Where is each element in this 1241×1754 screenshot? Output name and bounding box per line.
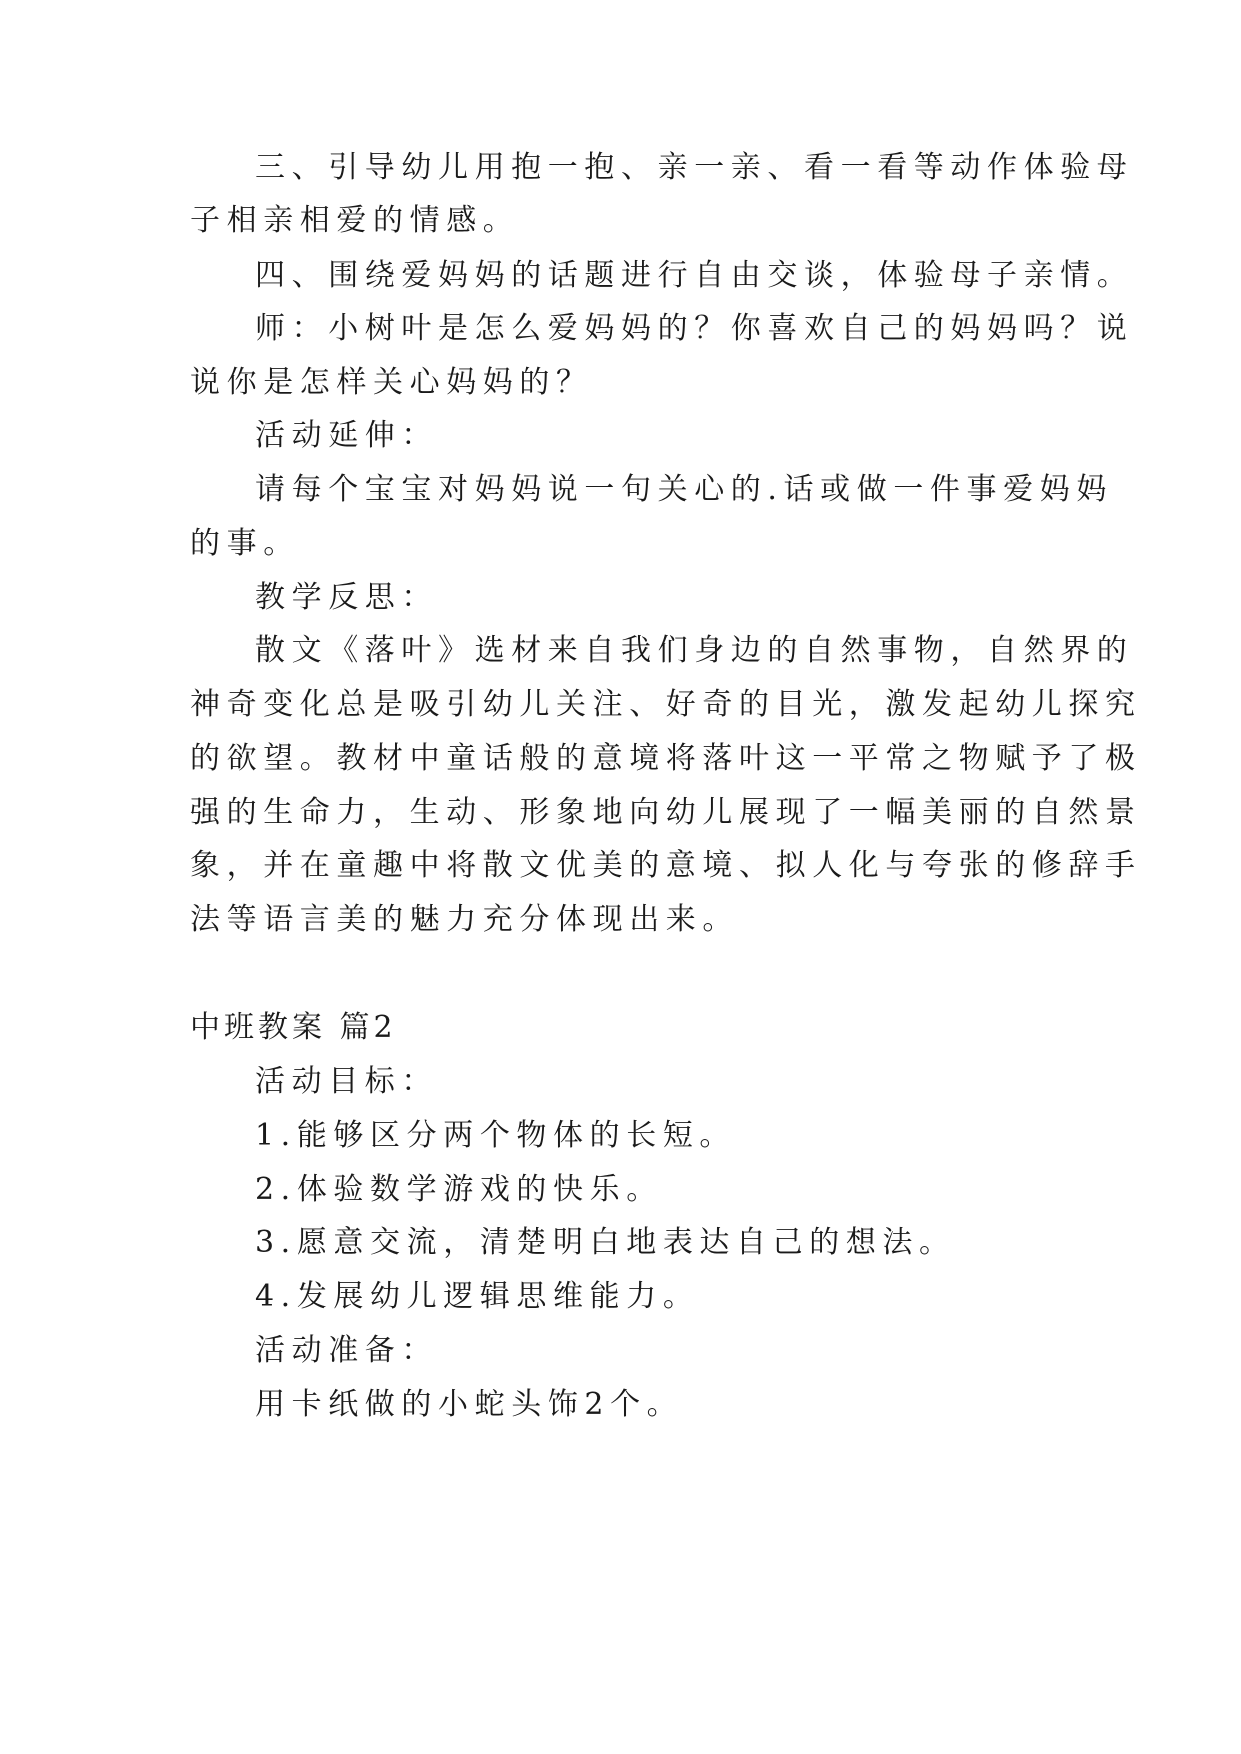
reflection-line1: 散文《落叶》选材来自我们身边的自然事物，自然界的 — [255, 633, 1134, 668]
paragraph-teacher-line1: 师：小树叶是怎么爱妈妈的？你喜欢自己的妈妈吗？说 — [255, 311, 1134, 346]
goal-item-1: 1.能够区分两个物体的长短。 — [255, 1118, 737, 1153]
extension-line1: 请每个宝宝对妈妈说一句关心的.话或做一件事爱妈妈 — [255, 472, 1113, 507]
goal-item-3: 3.愿意交流，清楚明白地表达自己的想法。 — [255, 1225, 956, 1260]
reflection-line6: 法等语言美的魅力充分体现出来。 — [190, 902, 739, 937]
prep-title: 活动准备： — [255, 1333, 438, 1368]
paragraph-teacher-line2: 说你是怎样关心妈妈的？ — [190, 365, 593, 400]
extension-title: 活动延伸： — [255, 418, 438, 453]
goal-item-4: 4.发展幼儿逻辑思维能力。 — [255, 1279, 700, 1314]
paragraph-step3-line1: 三、引导幼儿用抱一抱、亲一亲、看一看等动作体验母 — [255, 150, 1134, 185]
reflection-line3: 的欲望。教材中童话般的意境将落叶这一平常之物赋予了极 — [190, 741, 1142, 776]
prep-item: 用卡纸做的小蛇头饰2个。 — [255, 1387, 684, 1422]
reflection-line2: 神奇变化总是吸引幼儿关注、好奇的目光，激发起幼儿探究 — [190, 687, 1142, 722]
paragraph-step3-line2: 子相亲相爱的情感。 — [190, 203, 520, 238]
reflection-line5: 象，并在童趣中将散文优美的意境、拟人化与夸张的修辞手 — [190, 848, 1142, 883]
reflection-line4: 强的生命力，生动、形象地向幼儿展现了一幅美丽的自然景 — [190, 795, 1142, 830]
paragraph-step4: 四、围绕爱妈妈的话题进行自由交谈，体验母子亲情。 — [255, 258, 1134, 293]
extension-line2: 的事。 — [190, 526, 300, 561]
goal-item-2: 2.体验数学游戏的快乐。 — [255, 1172, 663, 1207]
section2-heading: 中班教案 篇2 — [190, 1010, 397, 1045]
reflection-title: 教学反思： — [255, 580, 438, 615]
goals-title: 活动目标： — [255, 1064, 438, 1099]
